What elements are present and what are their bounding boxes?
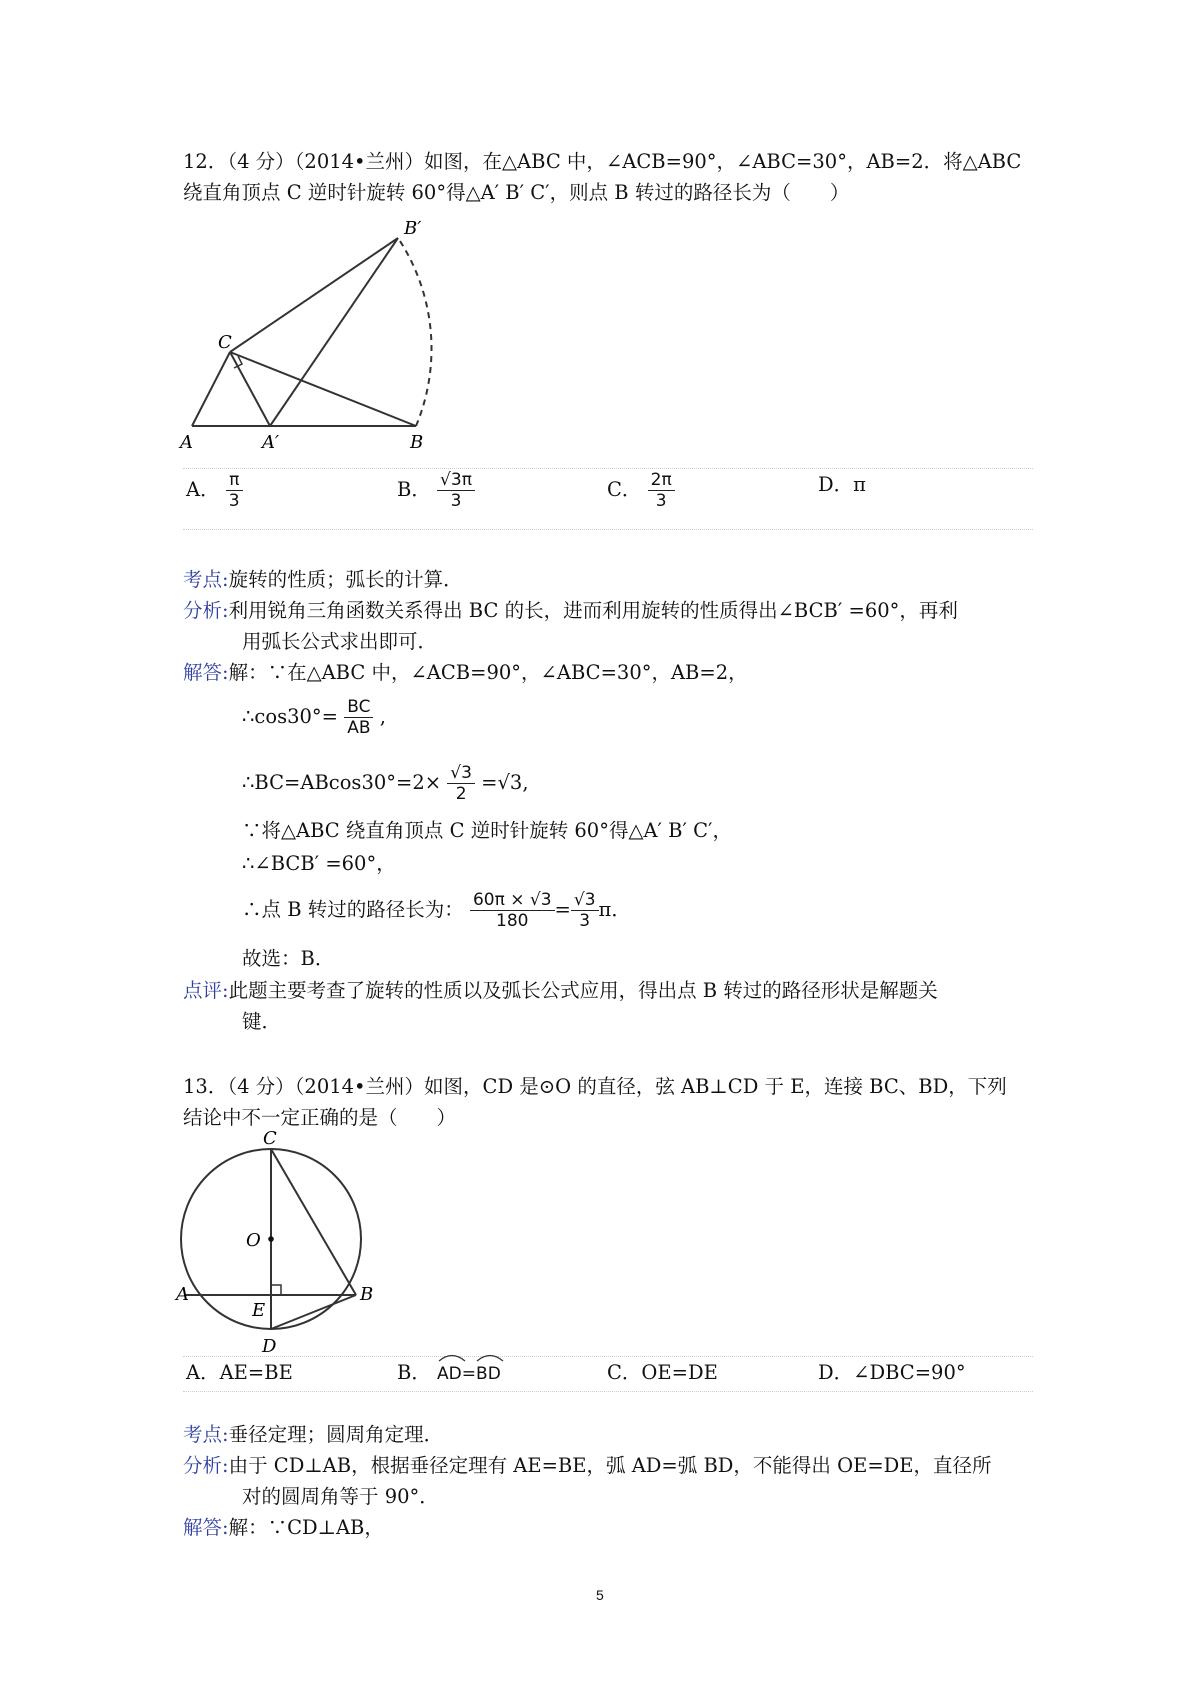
q12-dianping-text-2: 键．	[242, 1010, 282, 1033]
q12-choice-c-den: 3	[655, 491, 667, 511]
q12-dianping	[183, 976, 938, 1006]
q12-stem-line1: 12．（4 分）（2014•兰州）如图，在△ABC 中，∠ACB=90°，∠ABC=30°，AB=2．将△ABC	[183, 150, 1022, 173]
segment-AC	[192, 352, 230, 426]
segment-CA-prime	[230, 352, 270, 426]
q13-fenxi	[183, 1451, 992, 1481]
q12-jieda-line6-num2: √3	[571, 890, 599, 911]
q12-choice-d: D．π	[818, 473, 866, 496]
q13-jieda-line1: 解：∵CD⊥AB，	[228, 1516, 384, 1539]
label-B-prime: B′	[404, 218, 422, 239]
label-C: C	[263, 1128, 277, 1149]
q13-jieda-tag: 解答:	[183, 1516, 229, 1539]
q13-choice-a: A．AE=BE	[186, 1361, 293, 1384]
q12-jieda	[183, 658, 748, 688]
q12-choice-b-label: B．	[397, 478, 431, 501]
q12-rotation-figure	[178, 212, 488, 452]
q12-jieda-line2-pre: ∴cos30°=	[242, 705, 338, 728]
q13-jieda	[183, 1513, 384, 1543]
rotation-arc	[398, 238, 431, 426]
q12-choice-b-den: 3	[450, 491, 462, 511]
q12-jieda-line2-post: ,	[379, 705, 386, 728]
label-B: B	[410, 432, 424, 453]
q12-dianping-text-1: 此题主要考查了旋转的性质以及弧长公式应用，得出点 B 转过的路径形状是解题关	[228, 979, 938, 1002]
q12-jieda-line3-den: 2	[455, 784, 467, 804]
q12-fenxi-text-2: 用弧长公式求出即可．	[242, 630, 438, 653]
q13-choice-d: D．∠DBC=90°	[818, 1361, 966, 1384]
q12-jieda-line6	[242, 890, 631, 931]
q13-kaodian-tag: 考点:	[183, 1423, 229, 1446]
segment-CB	[230, 352, 416, 426]
q12-jieda-tag: 解答:	[183, 661, 229, 684]
q12-jieda-line4: ∵将△ABC 绕直角顶点 C 逆时针旋转 60°得△A′ B′ C′，	[242, 819, 732, 842]
q12-choice-a-label: A．	[186, 478, 220, 501]
q12-choice-c-num: 2π	[648, 470, 675, 491]
q12-jieda-line2-num: BC	[344, 697, 373, 718]
q13-circle-figure	[178, 1128, 378, 1356]
q12-fenxi-text-1: 利用锐角三角函数关系得出 BC 的长，进而利用旋转的性质得出∠BCB′ =60°，再利	[228, 599, 958, 622]
segment-CB-prime	[230, 238, 398, 352]
q12-choice-c-label: C．	[607, 478, 642, 501]
q13-choice-b	[397, 1358, 501, 1389]
q13-choice-b-expr	[437, 1359, 501, 1389]
q12-jieda-line6-den: 180	[496, 911, 529, 931]
q12-kaodian	[183, 565, 463, 595]
q12-fenxi-tag: 分析:	[183, 599, 229, 622]
label-E: E	[252, 1300, 266, 1321]
label-C: C	[218, 332, 232, 353]
arc-marks-icon	[437, 1352, 505, 1362]
q12-jieda-line3	[242, 763, 529, 804]
q13-fenxi-tag: 分析:	[183, 1454, 229, 1477]
q12-jieda-line3-post: =√3,	[481, 771, 529, 794]
q13-choice-b-label: B．	[397, 1361, 431, 1384]
q12-choice-a	[186, 470, 243, 511]
q13-choice-b-eq: =	[461, 1364, 477, 1384]
q12-choice-a-den: 3	[228, 491, 240, 511]
segment-BD	[271, 1295, 356, 1329]
q12-jieda-line6-den2: 3	[579, 911, 591, 931]
q13-kaodian-text: 垂径定理；圆周角定理．	[228, 1423, 444, 1446]
page-number: 5	[596, 1587, 604, 1603]
q12-kaodian-tag: 考点:	[183, 568, 229, 591]
label-A: A	[176, 1284, 189, 1305]
q13-kaodian	[183, 1420, 443, 1450]
q13-stem-line2: 结论中不一定正确的是（ ）	[183, 1106, 457, 1129]
q12-jieda-line2	[242, 697, 386, 738]
q13-choice-b-arc2: BD	[476, 1364, 501, 1384]
q12-dianping-tag: 点评:	[183, 979, 229, 1002]
label-D: D	[262, 1336, 277, 1357]
center-dot-O	[268, 1236, 274, 1242]
q12-jieda-line5: ∴∠BCB′ =60°，	[242, 852, 396, 875]
q12-jieda-line6-post: π．	[598, 898, 631, 921]
right-angle-mark-E	[271, 1285, 281, 1295]
q12-stem-line2: 绕直角顶点 C 逆时针旋转 60°得△A′ B′ C′，则点 B 转过的路径长为（ ）	[183, 181, 850, 204]
q12-jieda-line6-eq: =	[554, 898, 571, 921]
segment-BC	[271, 1149, 356, 1295]
q12-choice-b	[397, 470, 475, 511]
q13-choice-b-arc1: AD	[437, 1364, 462, 1384]
q13-choice-c: C．OE=DE	[607, 1361, 718, 1384]
segment-A-prime-B-prime	[270, 238, 398, 426]
q12-jieda-line7: 故选：B．	[242, 947, 335, 970]
q12-jieda-line3-pre: ∴BC=ABcos30°=2×	[242, 771, 442, 794]
q12-choice-a-num: π	[226, 470, 243, 491]
q12-jieda-line3-num: √3	[447, 763, 475, 784]
q13-fenxi-text-1: 由于 CD⊥AB，根据垂径定理有 AE=BE，弧 AD=弧 BD，不能得出 OE=DE，直径所	[228, 1454, 992, 1477]
q12-jieda-line6-num: 60π × √3	[470, 890, 555, 911]
q12-choice-c	[607, 470, 675, 511]
label-A-prime: A′	[262, 432, 280, 453]
q12-jieda-line1: 解：∵在△ABC 中，∠ACB=90°，∠ABC=30°，AB=2，	[228, 661, 748, 684]
q13-fenxi-text-2: 对的圆周角等于 90°．	[242, 1485, 439, 1508]
q13-stem-line1: 13．（4 分）（2014•兰州）如图，CD 是⊙O 的直径，弦 AB⊥CD 于 E，连接 BC、BD，下列	[183, 1075, 1007, 1098]
label-A: A	[180, 432, 193, 453]
q12-choice-b-num: √3π	[437, 470, 475, 491]
q12-fenxi	[183, 596, 958, 626]
q12-jieda-line6-pre: ∴点 B 转过的路径长为：	[242, 898, 464, 921]
q12-jieda-line2-den: AB	[347, 718, 371, 738]
q12-kaodian-text: 旋转的性质；弧长的计算．	[228, 568, 463, 591]
label-O: O	[246, 1230, 261, 1251]
label-B: B	[360, 1284, 374, 1305]
